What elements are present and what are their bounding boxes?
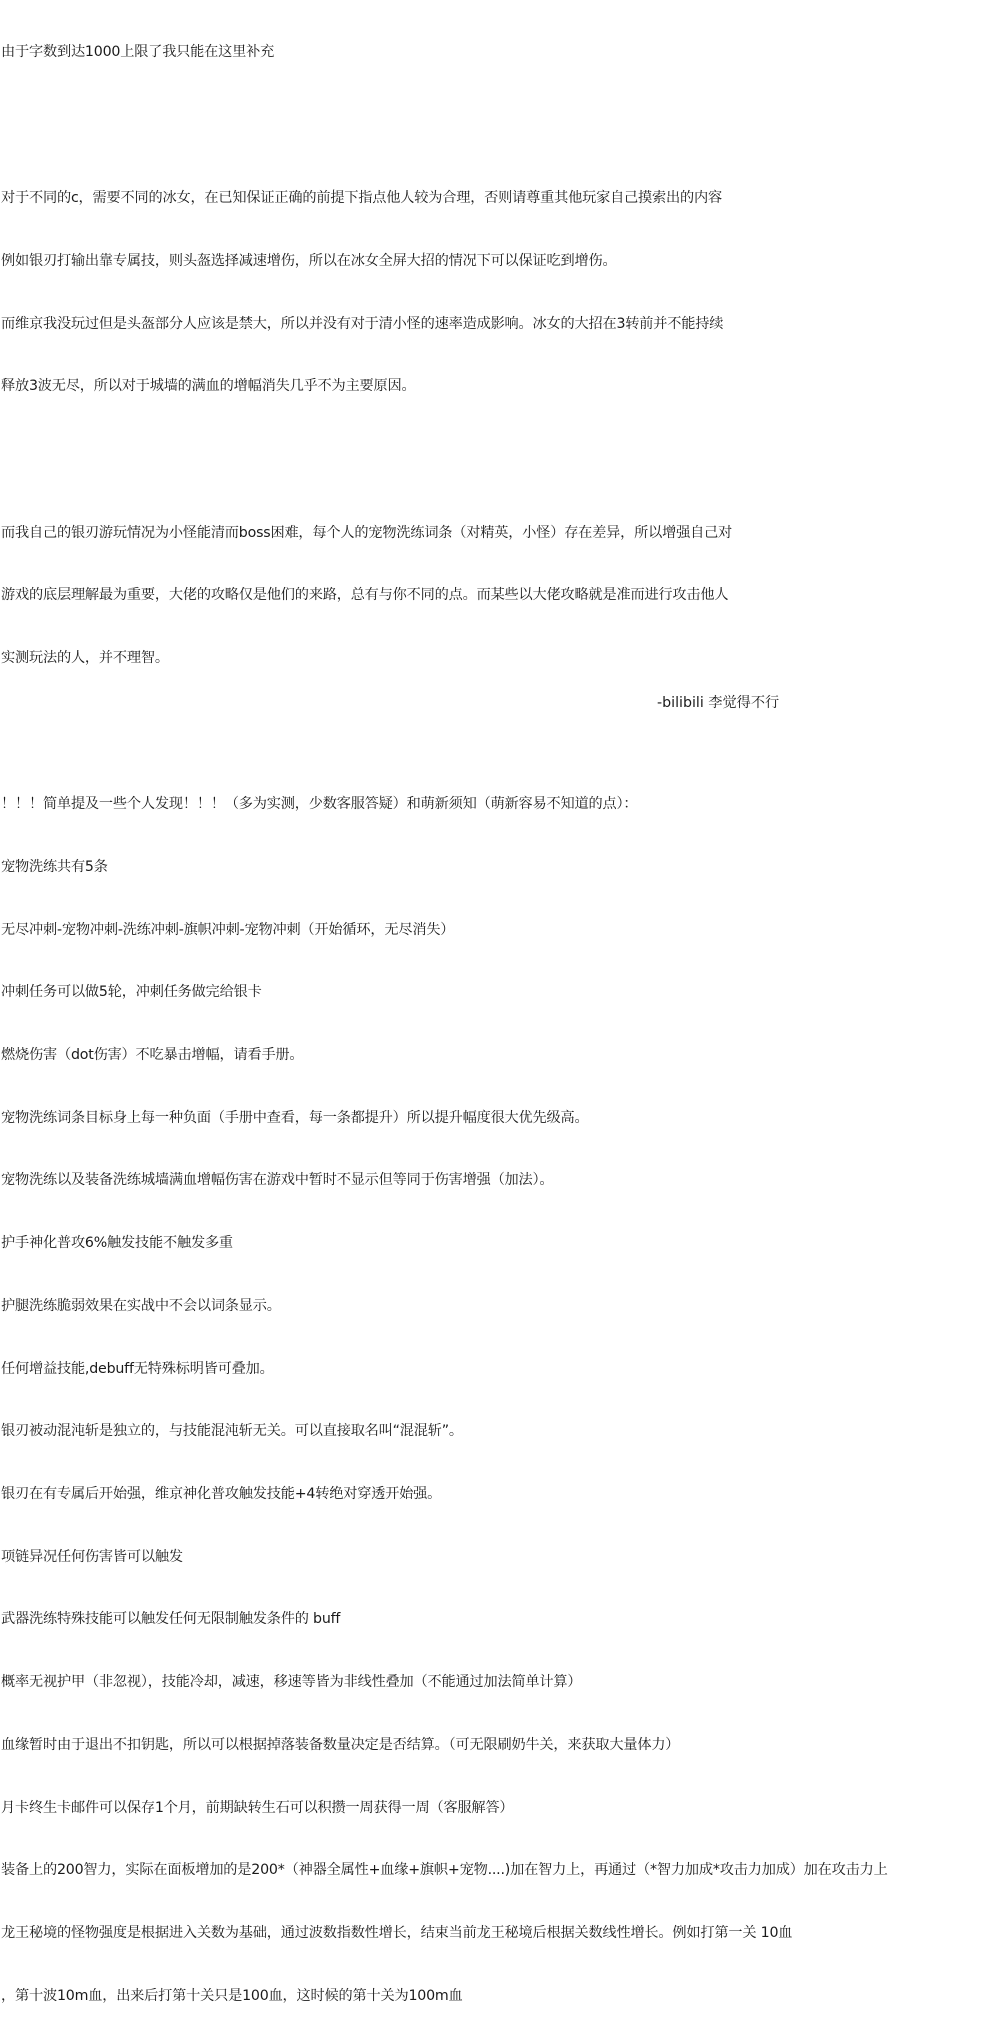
tip-line: 燃烧伤害（dot伤害）不吃暴击增幅，请看手册。 [1,1047,304,1064]
paragraph1-line: 释放3波无尽，所以对于城墙的满血的增幅消失几乎不为主要原因。 [1,378,416,395]
tip-line: 宠物洗练词条目标身上每一种负面（手册中查看，每一条都提升）所以提升幅度很大优先级高。 [1,1109,589,1126]
paragraph2-line: 实测玩法的人，并不理智。 [1,649,169,666]
paragraph2-line: 而我自己的银刃游玩情况为小怪能清而boss困难，每个人的宠物洗练词条（对精英，小怪）存在差异，所以增强自己对 [1,524,733,541]
tip-line: 月卡终生卡邮件可以保存1个月，前期缺转生石可以积攒一周获得一周（客服解答） [1,1799,514,1816]
tip-line: 宠物洗练以及装备洗练城墙满血增幅伤害在游戏中暂时不显示但等同于伤害增强（加法）。 [1,1172,554,1189]
tip-line: 银刃被动混沌斩是独立的，与技能混沌斩无关。可以直接取名叫“混混斩”。 [1,1423,463,1440]
tip-line: 任何增益技能,debuff无特殊标明皆可叠加。 [1,1360,274,1377]
tip-line: 项链异况任何伤害皆可以触发 [1,1548,183,1565]
paragraph2-line: 游戏的底层理解最为重要，大佬的攻略仅是他们的来路，总有与你不同的点。而某些以大佬攻略就是准而进行攻击他人 [1,587,729,604]
tip-line: 护腿洗练脆弱效果在实战中不会以词条显示。 [1,1297,281,1314]
intro-line: 由于字数到达1000上限了我只能在这里补充 [1,43,275,60]
tip-line: 冲刺任务可以做5轮，冲刺任务做完给银卡 [1,984,262,1001]
author-signature: -bilibili 李觉得不行 [657,695,780,711]
document-body [1,0,999,2027]
blank-line [1,105,999,126]
tip-line: 概率无视护甲（非忽视），技能冷却，减速，移速等皆为非线性叠加（不能通过加法简单计算） [1,1674,582,1691]
tip-line: 宠物洗练共有5条 [1,858,108,875]
tip-line: 无尽冲刺-宠物冲刺-洗练冲刺-旗帜冲刺-宠物冲刺（开始循环，无尽消失） [1,921,455,938]
tip-line: 武器洗练特殊技能可以触发任何无限制触发条件的 buff [1,1611,341,1628]
tip-line: 龙王秘境的怪物强度是根据进入关数为基础，通过波数指数性增长，结束当前龙王秘境后根据关数线性增长。例如打第一关 10血 [1,1924,793,1941]
blank-line [1,711,999,732]
tip-line: 装备上的200智力，实际在面板增加的是200*（神器全属性+血缘+旗帜+宠物....)加在智力上，再通过（*智力加成*攻击力加成）加在攻击力上 [1,1862,888,1879]
paragraph1-line: 而维京我没玩过但是头盔部分人应该是禁大，所以并没有对于清小怪的速率造成影响。冰女的大招在3转前并不能持续 [1,315,724,332]
tips-header: ！！！简单提及一些个人发现！！！（多为实测，少数客服答疑）和萌新须知（萌新容易不知道的点）： [1,796,638,813]
paragraph1-line: 对于不同的c，需要不同的冰女，在已知保证正确的前提下指点他人较为合理，否则请尊重其他玩家自己摸索出的内容 [1,190,722,207]
tip-line: ，第十波10m血，出来后打第十关只是100血，这时候的第十关为100m血 [1,1987,463,2004]
blank-line [1,439,999,460]
paragraph1-line: 例如银刃打输出靠专属技，则头盔选择减速增伤，所以在冰女全屏大招的情况下可以保证吃到增伤。 [1,252,617,269]
tip-line: 护手神化普攻6%触发技能不触发多重 [1,1235,233,1252]
tip-line: 银刃在有专属后开始强，维京神化普攻触发技能+4转绝对穿透开始强。 [1,1486,442,1502]
tip-line: 血缘暂时由于退出不扣钥匙，所以可以根据掉落装备数量决定是否结算。（可无限刷奶牛关，来获取大量体力） [1,1736,680,1753]
